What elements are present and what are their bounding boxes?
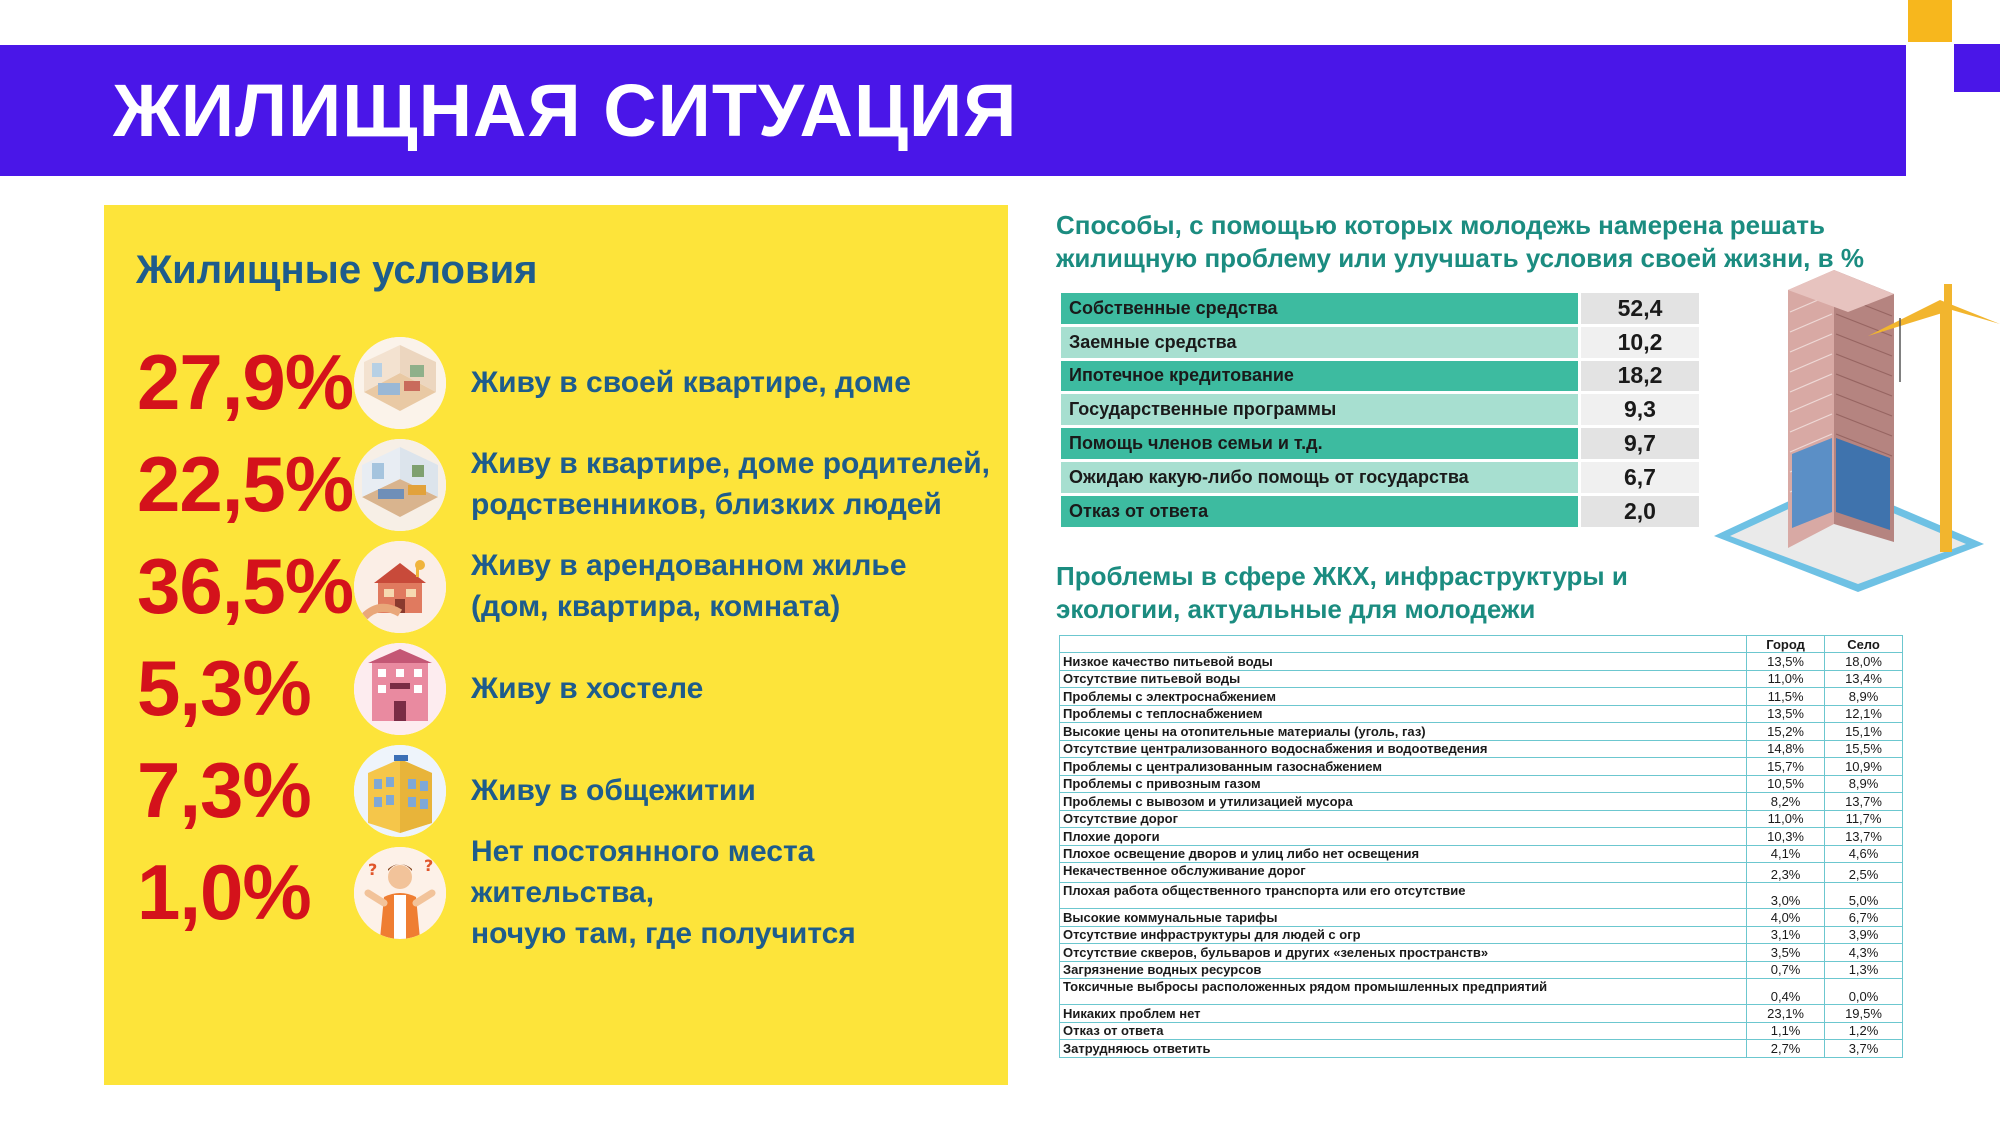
problems-row [1060, 793, 1903, 811]
problems-row [1060, 740, 1903, 758]
city-value: 11,0% [1747, 810, 1825, 828]
problem-label: Проблемы с централизованным газоснабжением [1060, 758, 1747, 776]
accent-orange-square [1908, 0, 1952, 42]
problem-label: Некачественное обслуживание дорог [1060, 863, 1747, 883]
housing-description: Нет постоянного места жительства, ночую там, где получится [471, 834, 856, 950]
problems-row [1060, 961, 1903, 979]
ways-row [1061, 327, 1699, 358]
ways-label: Отказ от ответа [1061, 496, 1578, 527]
village-value: 18,0% [1825, 653, 1903, 671]
problem-label: Проблемы с вывозом и утилизацией мусора [1060, 793, 1747, 811]
ways-value: 10,2 [1581, 327, 1699, 358]
city-value: 10,5% [1747, 775, 1825, 793]
problems-row [1060, 863, 1903, 883]
village-value: 0,0% [1825, 979, 1903, 1005]
city-value: 3,1% [1747, 926, 1825, 944]
city-value: 3,5% [1747, 944, 1825, 962]
problem-label: Отказ от ответа [1060, 1022, 1747, 1040]
problem-label: Отсутствие скверов, бульваров и других «зеленых пространств» [1060, 944, 1747, 962]
problems-row [1060, 670, 1903, 688]
problem-label: Отсутствие централизованного водоснабжения и водоотведения [1060, 740, 1747, 758]
problems-row [1060, 775, 1903, 793]
rented-house-icon [354, 541, 446, 633]
problem-label: Токсичные выбросы расположенных рядом промышленных предприятий [1060, 979, 1747, 1005]
ways-table [1058, 290, 1702, 530]
ways-value: 9,3 [1581, 394, 1699, 425]
village-value: 13,7% [1825, 828, 1903, 846]
problem-label: Низкое качество питьевой воды [1060, 653, 1747, 671]
problems-row [1060, 979, 1903, 1005]
village-value: 13,7% [1825, 793, 1903, 811]
problems-header-row [1060, 636, 1903, 653]
city-value: 2,7% [1747, 1040, 1825, 1058]
ways-value: 52,4 [1581, 293, 1699, 324]
housing-item [104, 536, 1008, 636]
problem-label: Никаких проблем нет [1060, 1005, 1747, 1023]
city-value: 0,4% [1747, 979, 1825, 1005]
column-header-city: Город [1747, 636, 1825, 653]
housing-description: Живу в общежитии [471, 773, 756, 807]
village-value: 13,4% [1825, 670, 1903, 688]
problems-row [1060, 1022, 1903, 1040]
housing-percent: 36,5% [137, 542, 354, 630]
problem-label: Проблемы с теплоснабжением [1060, 705, 1747, 723]
housing-panel [104, 205, 1008, 1085]
city-value: 3,0% [1747, 883, 1825, 909]
housing-description: Живу в хостеле [471, 671, 704, 705]
problem-label: Высокие коммунальные тарифы [1060, 909, 1747, 927]
problems-row [1060, 926, 1903, 944]
city-value: 11,0% [1747, 670, 1825, 688]
hostel-icon [354, 643, 446, 735]
city-value: 4,1% [1747, 845, 1825, 863]
city-value: 4,0% [1747, 909, 1825, 927]
ways-label: Ипотечное кредитование [1061, 361, 1578, 392]
ways-row [1061, 462, 1699, 493]
housing-percent: 5,3% [137, 644, 311, 732]
problems-row [1060, 705, 1903, 723]
problems-row [1060, 688, 1903, 706]
problems-title: Проблемы в сфере ЖКХ, инфраструктуры и экологии, актуальные для молодежи [1056, 561, 1628, 624]
problems-table [1059, 635, 1903, 1058]
ways-value: 2,0 [1581, 496, 1699, 527]
ways-value: 9,7 [1581, 428, 1699, 459]
problems-row [1060, 653, 1903, 671]
city-value: 15,2% [1747, 723, 1825, 741]
housing-heading: Жилищные условия [136, 248, 538, 292]
housing-description: Живу в арендованном жилье (дом, квартира, комната) [471, 549, 907, 623]
problem-label: Высокие цены на отопительные материалы (уголь, газ) [1060, 723, 1747, 741]
ways-row [1061, 293, 1699, 324]
village-value: 2,5% [1825, 863, 1903, 883]
village-value: 11,7% [1825, 810, 1903, 828]
village-value: 8,9% [1825, 688, 1903, 706]
housing-description: Живу в своей квартире, доме [471, 365, 911, 399]
problems-header-blank [1060, 636, 1747, 653]
ways-value: 18,2 [1581, 361, 1699, 392]
housing-item [104, 332, 1008, 432]
housing-percent: 1,0% [137, 848, 311, 936]
village-value: 5,0% [1825, 883, 1903, 909]
city-value: 2,3% [1747, 863, 1825, 883]
problem-label: Плохая работа общественного транспорта или его отсутствие [1060, 883, 1747, 909]
problem-label: Отсутствие дорог [1060, 810, 1747, 828]
ways-row [1061, 361, 1699, 392]
header-band [0, 45, 1906, 176]
ways-label: Ожидаю какую-либо помощь от государства [1061, 462, 1578, 493]
ways-row [1061, 428, 1699, 459]
dormitory-icon [354, 745, 446, 837]
problem-label: Плохое освещение дворов и улиц либо нет освещения [1060, 845, 1747, 863]
ways-label: Государственные программы [1061, 394, 1578, 425]
city-value: 14,8% [1747, 740, 1825, 758]
city-value: 0,7% [1747, 961, 1825, 979]
problems-row [1060, 758, 1903, 776]
problems-row [1060, 883, 1903, 909]
ways-title: Способы, с помощью которых молодежь намерена решать жилищную проблему или улучшать условия своей жизни, в % [1056, 210, 1864, 273]
problem-label: Плохие дороги [1060, 828, 1747, 846]
problems-row [1060, 944, 1903, 962]
village-value: 15,5% [1825, 740, 1903, 758]
ways-row [1061, 496, 1699, 527]
parents-apartment-icon [354, 439, 446, 531]
problem-label: Загрязнение водных ресурсов [1060, 961, 1747, 979]
ways-row [1061, 394, 1699, 425]
village-value: 3,7% [1825, 1040, 1903, 1058]
ways-label: Помощь членов семьи и т.д. [1061, 428, 1578, 459]
problems-row [1060, 828, 1903, 846]
housing-percent: 22,5% [137, 440, 354, 528]
housing-item [104, 434, 1008, 534]
housing-description: Живу в квартире, доме родителей, родственников, близких людей [471, 447, 990, 521]
village-value: 3,9% [1825, 926, 1903, 944]
column-header-village: Село [1825, 636, 1903, 653]
problems-row [1060, 909, 1903, 927]
problem-label: Отсутствие инфраструктуры для людей с огр [1060, 926, 1747, 944]
village-value: 6,7% [1825, 909, 1903, 927]
village-value: 10,9% [1825, 758, 1903, 776]
building-crane-illustration [1708, 262, 2000, 594]
problem-label: Проблемы с привозным газом [1060, 775, 1747, 793]
housing-item [104, 834, 1008, 950]
svg-text:?: ? [368, 860, 378, 879]
page-title: ЖИЛИЩНАЯ СИТУАЦИЯ [113, 69, 1018, 152]
village-value: 4,6% [1825, 845, 1903, 863]
problem-label: Затрудняюсь ответить [1060, 1040, 1747, 1058]
city-value: 10,3% [1747, 828, 1825, 846]
village-value: 1,2% [1825, 1022, 1903, 1040]
svg-text:?: ? [424, 856, 434, 875]
city-value: 23,1% [1747, 1005, 1825, 1023]
problem-label: Отсутствие питьевой воды [1060, 670, 1747, 688]
accent-blue-square [1954, 44, 2000, 92]
housing-item [104, 740, 1008, 840]
city-value: 15,7% [1747, 758, 1825, 776]
city-value: 8,2% [1747, 793, 1825, 811]
confused-person-icon [354, 847, 446, 939]
village-value: 15,1% [1825, 723, 1903, 741]
own-apartment-icon [354, 337, 446, 429]
problems-row [1060, 1005, 1903, 1023]
city-value: 1,1% [1747, 1022, 1825, 1040]
housing-percent: 27,9% [137, 338, 354, 426]
problems-row [1060, 723, 1903, 741]
problems-row [1060, 845, 1903, 863]
village-value: 12,1% [1825, 705, 1903, 723]
problems-row [1060, 810, 1903, 828]
ways-label: Собственные средства [1061, 293, 1578, 324]
ways-value: 6,7 [1581, 462, 1699, 493]
village-value: 4,3% [1825, 944, 1903, 962]
problem-label: Проблемы с электроснабжением [1060, 688, 1747, 706]
city-value: 13,5% [1747, 653, 1825, 671]
city-value: 13,5% [1747, 705, 1825, 723]
housing-percent: 7,3% [137, 746, 311, 834]
housing-item [104, 638, 1008, 738]
problems-row [1060, 1040, 1903, 1058]
village-value: 19,5% [1825, 1005, 1903, 1023]
village-value: 8,9% [1825, 775, 1903, 793]
ways-label: Заемные средства [1061, 327, 1578, 358]
city-value: 11,5% [1747, 688, 1825, 706]
village-value: 1,3% [1825, 961, 1903, 979]
